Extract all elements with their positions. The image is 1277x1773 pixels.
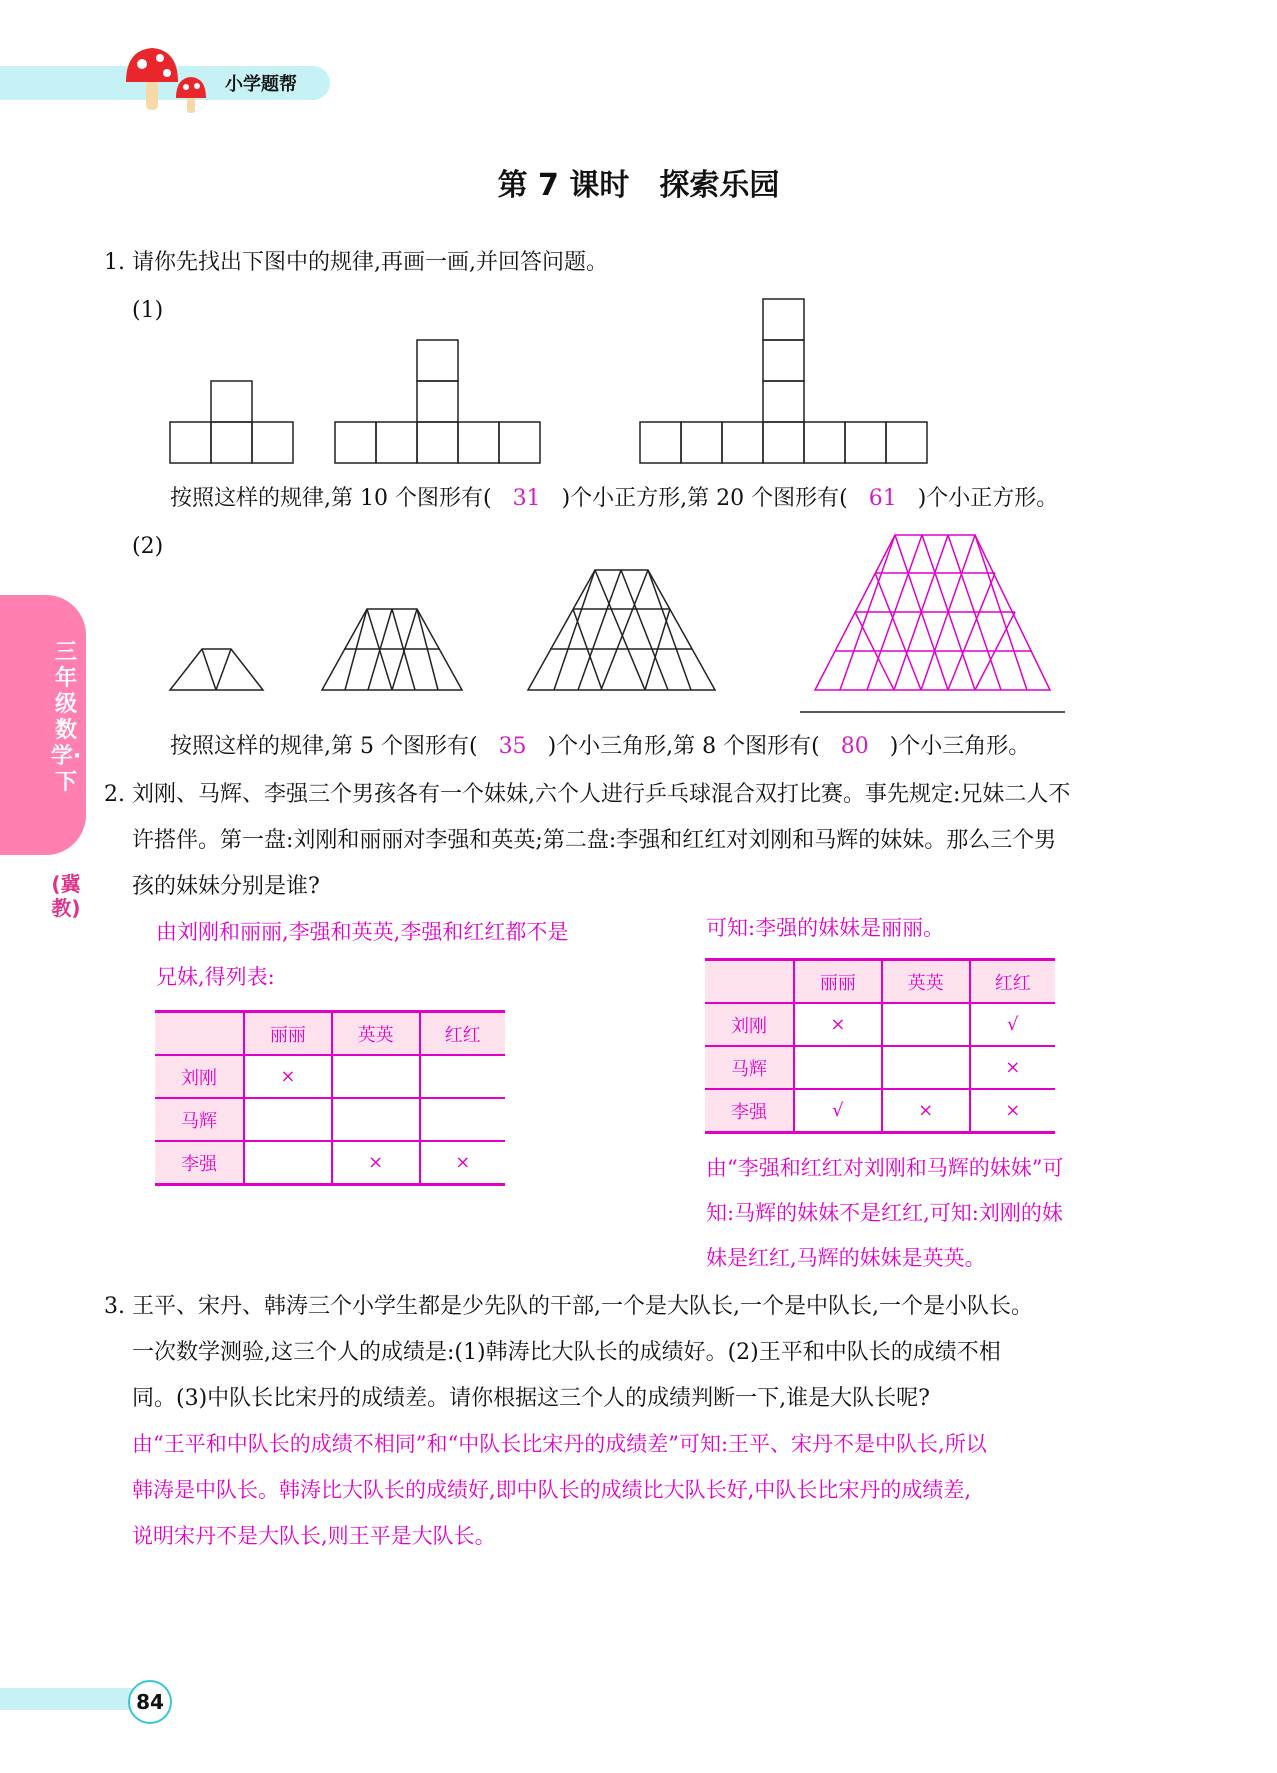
- table2-cell: [794, 1046, 882, 1089]
- mushroom-icon: [120, 40, 220, 115]
- table1-cell: [420, 1098, 505, 1141]
- q3-stem-line1: 3. 王平、宋丹、韩涛三个小学生都是少先队的干部,一个是大队长,一个是中队长,一个是小队长。: [104, 1294, 1033, 1319]
- brand-label: 小学题帮: [225, 74, 297, 95]
- table2-row-header: 刘刚: [705, 1003, 794, 1046]
- table1-cell: [244, 1098, 332, 1141]
- q2-table-2: [705, 958, 1055, 1134]
- q1-p2-answer2: 80: [840, 734, 869, 759]
- q1-p2-mid: )个小三角形,第 8 个图形有(: [547, 734, 820, 759]
- q1-stem: 1. 请你先找出下图中的规律,再画一画,并回答问题。: [104, 250, 608, 275]
- square-pattern-figure: [160, 290, 950, 470]
- q1-p1-label: (1): [132, 298, 164, 323]
- q2-stem-line1: 2. 刘刚、马辉、李强三个男孩各有一个妹妹,六个人进行乒乓球混合双打比赛。事先规定:兄妹二人不: [104, 782, 1071, 807]
- q2-stem-line3: 孩的妹妹分别是谁?: [132, 874, 320, 899]
- table1-cell: [420, 1055, 505, 1098]
- table2-col-header: 英英: [882, 960, 970, 1004]
- table2-cell: ×: [794, 1003, 882, 1046]
- q2-stem-line2: 许搭伴。第一盘:刘刚和丽丽对李强和英英;第二盘:李强和红红对刘刚和马辉的妹妹。那么三个男: [132, 828, 1057, 853]
- table1-corner: [155, 1012, 244, 1056]
- table1-col-header: 丽丽: [244, 1012, 332, 1056]
- q3-answer-line2: 韩涛是中队长。韩涛比大队长的成绩好,即中队长的成绩比大队长好,中队长比宋丹的成绩差,: [132, 1478, 972, 1502]
- page-title: 第 7 课时 探索乐园: [497, 168, 780, 203]
- table2-cell: [882, 1003, 970, 1046]
- table1-col-header: 英英: [332, 1012, 420, 1056]
- table1-cell: ×: [420, 1141, 505, 1185]
- table2-corner: [705, 960, 794, 1004]
- q1-p2-sentence: [170, 724, 1030, 770]
- table2-cell: ×: [970, 1046, 1055, 1089]
- table2-cell: √: [794, 1089, 882, 1133]
- table2-row-header: 马辉: [705, 1046, 794, 1089]
- q1-p1-sentence: [170, 476, 1058, 522]
- q3-answer-line1: 由“王平和中队长的成绩不相同”和“中队长比宋丹的成绩差”可知:王平、宋丹不是中队长,所以: [132, 1432, 987, 1456]
- table1-cell: ×: [244, 1055, 332, 1098]
- q1-p1-answer1: 31: [512, 486, 541, 511]
- q3-stem-line2: 一次数学测验,这三个人的成绩是:(1)韩涛比大队长的成绩好。(2)王平和中队长的成绩不相: [132, 1340, 1001, 1365]
- q2-left-note-line1: 由刘刚和丽丽,李强和英英,李强和红红都不是: [156, 920, 569, 944]
- table1-row-header: 马辉: [155, 1098, 244, 1141]
- q1-p1-answer2: 61: [868, 486, 897, 511]
- table1-cell: ×: [332, 1141, 420, 1185]
- q1-p2-label: (2): [132, 534, 164, 559]
- table1-cell: [244, 1141, 332, 1185]
- table2-col-header: 红红: [970, 960, 1055, 1004]
- q1-p2-answer1: 35: [498, 734, 527, 759]
- q2-conclusion-line1: 由“李强和红红对刘刚和马辉的妹妹”可: [706, 1156, 1064, 1180]
- q1-p2-post: )个小三角形。: [889, 734, 1031, 759]
- q3-stem-line3: 同。(3)中队长比宋丹的成绩差。请你根据这三个人的成绩判断一下,谁是大队长呢?: [132, 1386, 930, 1411]
- q1-p1-post: )个小正方形。: [917, 486, 1059, 511]
- table2-cell: [882, 1046, 970, 1089]
- table2-row-header: 李强: [705, 1089, 794, 1133]
- triangle-pattern-figure: [160, 525, 1080, 725]
- page-number: 84: [128, 1680, 172, 1724]
- table1-cell: [332, 1055, 420, 1098]
- table1-cell: [332, 1098, 420, 1141]
- table1-row-header: 李强: [155, 1141, 244, 1185]
- q2-table-1: [155, 1010, 505, 1186]
- q1-p2-pre: 按照这样的规律,第 5 个图形有(: [170, 734, 478, 759]
- table2-cell: ×: [882, 1089, 970, 1133]
- side-edition-label: (冀教): [51, 872, 81, 920]
- table1-col-header: 红红: [420, 1012, 505, 1056]
- q1-p1-mid: )个小正方形,第 20 个图形有(: [561, 486, 848, 511]
- q2-conclusion-line3: 妹是红红,马辉的妹妹是英英。: [706, 1246, 986, 1270]
- q2-right-note: 可知:李强的妹妹是丽丽。: [706, 916, 945, 940]
- q3-answer-line3: 说明宋丹不是大队长,则王平是大队长。: [132, 1524, 496, 1548]
- side-grade-label: 三年级数学·下: [50, 640, 82, 795]
- table2-col-header: 丽丽: [794, 960, 882, 1004]
- q2-left-note-line2: 兄妹,得列表:: [156, 965, 275, 989]
- q2-conclusion-line2: 知:马辉的妹妹不是红红,可知:刘刚的妹: [706, 1201, 1063, 1225]
- table2-cell: ×: [970, 1089, 1055, 1133]
- table2-cell: √: [970, 1003, 1055, 1046]
- table1-row-header: 刘刚: [155, 1055, 244, 1098]
- q1-p1-pre: 按照这样的规律,第 10 个图形有(: [170, 486, 492, 511]
